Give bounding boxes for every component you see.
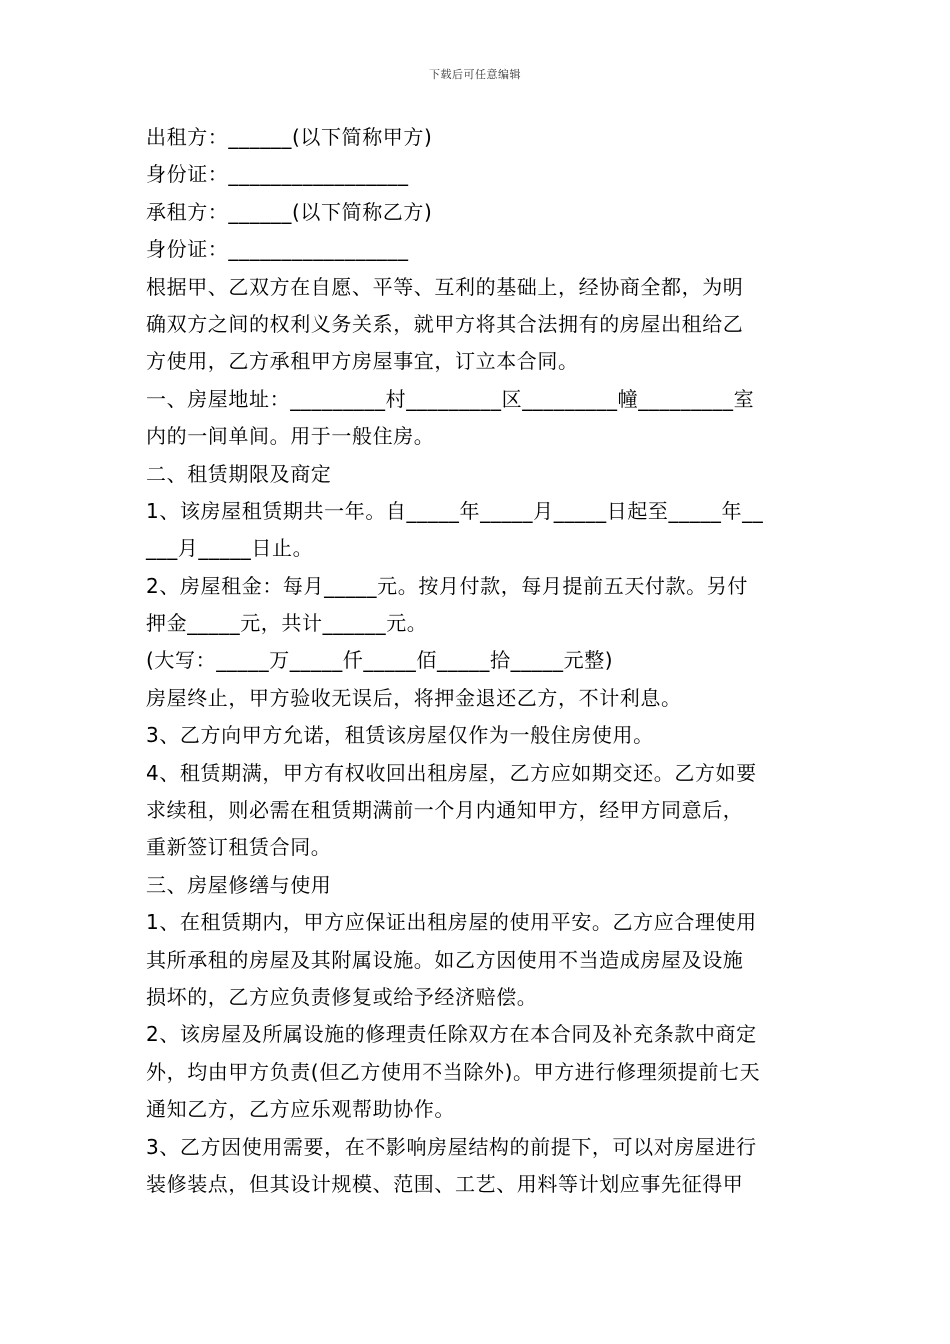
- clause-line: 外，均由甲方负责(但乙方使用不当除外)。甲方进行修理须提前七天: [146, 1059, 761, 1084]
- clause-line: 损坏的，乙方应负责修复或给予经济赔偿。: [146, 984, 538, 1009]
- page-header: 下载后可任意编辑: [429, 68, 521, 81]
- lessee-line: 承租方：______(以下简称乙方): [146, 199, 433, 224]
- clause-line: 2、该房屋及所属设施的修理责任除双方在本合同及补充条款中商定: [146, 1022, 757, 1047]
- clause-line: 3、乙方向甲方允诺，租赁该房屋仅作为一般住房使用。: [146, 723, 654, 748]
- clause-line: ___月_____日止。: [146, 536, 314, 561]
- preamble-line: 方使用，乙方承租甲方房屋事宜，订立本合同。: [146, 349, 579, 374]
- lessor-id-line: 身份证：_________________: [146, 162, 409, 187]
- section-address-line: 一、房屋地址：_________村_________区_________幢_________室: [146, 386, 755, 411]
- clause-line: 4、租赁期满，甲方有权收回出租房屋，乙方应如期交还。乙方如要: [146, 760, 757, 785]
- clause-line: 重新签订租赁合同。: [146, 835, 332, 860]
- clause-line: 3、乙方因使用需要，在不影响房屋结构的前提下，可以对房屋进行: [146, 1134, 757, 1159]
- clause-line: 押金_____元，共计______元。: [146, 611, 428, 636]
- clause-line: 求续租，则必需在租赁期满前一个月内通知甲方，经甲方同意后，: [146, 798, 744, 823]
- clause-line: 1、该房屋租赁期共一年。自_____年_____月_____日起至_____年__: [146, 498, 764, 523]
- clause-line: 2、房屋租金：每月_____元。按月付款，每月提前五天付款。另付: [146, 573, 748, 598]
- clause-line: (大写：_____万_____仟_____佰_____拾_____元整): [146, 648, 614, 673]
- lessor-line: 出租方：______(以下简称甲方): [146, 125, 433, 149]
- contract-body: [146, 119, 808, 1203]
- section-heading-term: 二、租赁期限及商定: [146, 461, 332, 486]
- preamble-line: 根据甲、乙双方在自愿、平等、互利的基础上，经协商全都，为明: [146, 274, 744, 299]
- clause-line: 通知乙方，乙方应乐观帮助协作。: [146, 1097, 455, 1122]
- clause-line: 装修装点，但其设计规模、范围、工艺、用料等计划应事先征得甲: [146, 1171, 744, 1196]
- clause-line: 房屋终止，甲方验收无误后，将押金退还乙方，不计利息。: [146, 685, 682, 710]
- lessee-id-line: 身份证：_________________: [146, 237, 409, 262]
- preamble-line: 确双方之间的权利义务关系，就甲方将其合法拥有的房屋出租给乙: [146, 311, 744, 336]
- clause-line: 其所承租的房屋及其附属设施。如乙方因使用不当造成房屋及设施: [146, 947, 744, 972]
- section-heading-repair: 三、房屋修缮与使用: [146, 872, 332, 897]
- clause-line: 1、在租赁期内，甲方应保证出租房屋的使用平安。乙方应合理使用: [146, 910, 757, 935]
- section-address-line: 内的一间单间。用于一般住房。: [146, 424, 435, 449]
